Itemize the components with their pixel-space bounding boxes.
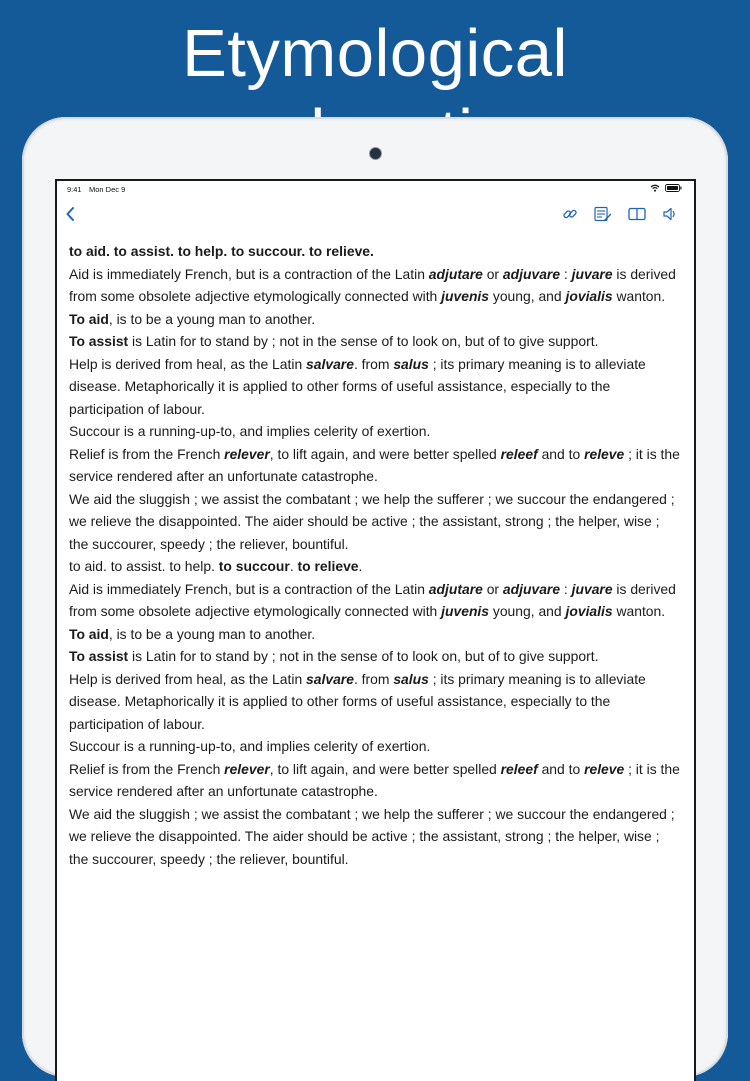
status-bar (57, 181, 694, 197)
status-icons (650, 184, 682, 194)
link-icon[interactable] (559, 203, 581, 225)
succour-paragraph: Succour is a running-up-to, and implies celerity of exertion. (69, 423, 431, 439)
status-date: Mon Dec 9 (89, 185, 126, 194)
article-content (69, 240, 681, 870)
help-paragraph: Help is derived from heal, as the Latin salvare. from salus ; its primary meaning is to alleviate disease. Metaphorically it is applied to other forms of useful assistance, especially to the participation of labour. (69, 355, 646, 417)
aid-paragraph-repeat: Aid is immediately French, but is a contraction of the Latin adjutare or adjuvare : juvare is derived from some obsolete adjective etymologically connected with juvenis young, and jovialis wanton. To aid, is to be a young man to another. (69, 580, 676, 642)
book-icon[interactable] (626, 203, 648, 225)
wifi-icon (650, 184, 660, 194)
summary-paragraph-repeat: We aid the sluggish ; we assist the combatant ; we help the sufferer ; we succour the endangered ; we relieve the disappointed. The aider should be active ; the assistant, strong ; the helper, wise ; the succourer, speedy ; the reliever, bountiful. (69, 805, 675, 867)
assist-paragraph: To assist is Latin for to stand by ; not in the sense of to look on, but of to give support. (69, 333, 599, 349)
status-time: 9:41 (67, 185, 82, 194)
summary-paragraph: We aid the sluggish ; we assist the combatant ; we help the sufferer ; we succour the endangered ; we relieve the disappointed. The aider should be active ; the assistant, strong ; the helper, wise ; the succourer, speedy ; the reliever, bountiful. (69, 490, 675, 552)
article-heading-repeat: to aid. to assist. to help. to succour. to relieve. (69, 558, 363, 574)
succour-paragraph-repeat: Succour is a running-up-to, and implies celerity of exertion. (69, 738, 431, 754)
note-edit-icon[interactable] (592, 203, 614, 225)
navigation-bar (57, 199, 694, 227)
banner-title: Etymological (182, 16, 568, 91)
assist-paragraph-repeat: To assist is Latin for to stand by ; not in the sense of to look on, but of to give support. (69, 648, 599, 664)
article-heading: to aid. to assist. to help. to succour. to relieve. (69, 243, 374, 259)
tablet-screen (57, 181, 694, 1081)
relief-paragraph: Relief is from the French relever, to lift again, and were better spelled releef and to releve ; it is the service rendered after an unfortunate catastrophe. (69, 445, 680, 484)
speaker-icon[interactable] (659, 203, 681, 225)
front-camera (370, 148, 381, 159)
back-chevron-icon[interactable] (59, 203, 81, 225)
tablet-frame (22, 117, 728, 1077)
aid-paragraph: Aid is immediately French, but is a contraction of the Latin adjutare or adjuvare : juvare is derived from some obsolete adjective etymologically connected with juvenis young, and jovialis wanton. To aid, is to be a young man to another. (69, 265, 676, 327)
battery-icon (665, 184, 682, 194)
relief-paragraph-repeat: Relief is from the French relever, to lift again, and were better spelled releef and to releve ; it is the service rendered after an unfortunate catastrophe. (69, 760, 680, 799)
help-paragraph-repeat: Help is derived from heal, as the Latin salvare. from salus ; its primary meaning is to alleviate disease. Metaphorically it is applied to other forms of useful assistance, especially to the participation of labour. (69, 670, 646, 732)
